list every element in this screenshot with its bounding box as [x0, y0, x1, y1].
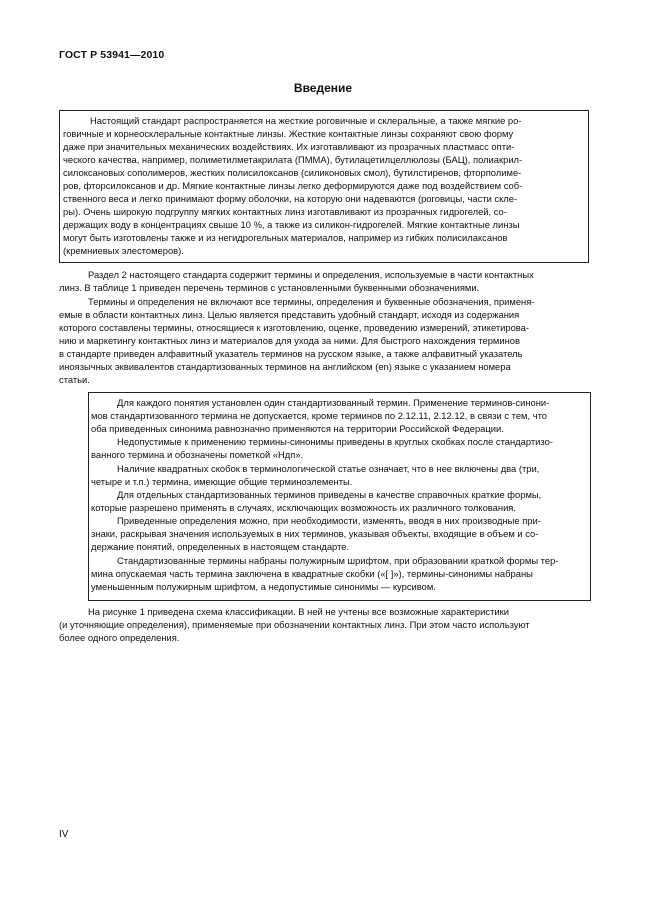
body-line: Раздел 2 настоящего стандарта содержит термины и определения, используемые в части контактных: [88, 269, 534, 280]
body-line: (и уточняющие определения), применяемые при обозначении контактных линз. При этом часто используют: [59, 619, 530, 630]
body-line: линз. В таблице 1 приведен перечень терминов с установленными буквенными обозначениями.: [59, 282, 480, 293]
box1-line: ческого качества, например, полиметилметакрилата (ПММА), бутилацетилцеллюлозы (БАЦ), полиакрил-: [63, 154, 523, 165]
box1-line: говичные и корнеосклеральные контактные линзы. Жесткие контактные линзы сохраняют свою форму: [63, 128, 514, 139]
page-number: IV: [59, 829, 69, 840]
box2-line: которые разрешено применять в случаях, исключающих возможность их различного толкования.: [91, 502, 516, 513]
box1-line: силоксановых сополимеров, жестких полисилоксанов (силиконовых смол), бутилстиренов, фторполиме-: [63, 167, 522, 178]
box1-line: ров, фторсилоксанов и др. Мягкие контактные линзы легко деформируются даже под воздействием соб-: [63, 180, 523, 191]
body-line: которого составлены термины, относящиеся к изготовлению, оценке, проведению измерений, этикетирова-: [59, 322, 530, 333]
body-line: иноязычных эквивалентов стандартизованных терминов на английском (en) языке с указанием номера: [59, 361, 511, 372]
body-line: емые в области контактных линз. Целью является представить удобный стандарт, исходя из содержания: [59, 309, 520, 320]
box2-line: мов стандартизованного термина не допускается, кроме терминов по 2.12.11, 2.12.12, в связи с тем, что: [91, 410, 547, 421]
body-line: На рисунке 1 приведена схема классификации. В ней не учтены все возможные характеристики: [88, 606, 509, 617]
body-line: нию и маркетингу контактных линз и материалов для ухода за ними. Для быстрого нахождения терминов: [59, 335, 520, 346]
box2-line: Недопустимые к применению термины-синонимы приведены в круглых скобках после стандартизо-: [117, 436, 553, 447]
box2-line: Для каждого понятия установлен один стандартизованный термин. Применение терминов-синони-: [117, 397, 550, 408]
body-line: в стандарте приведен алфавитный указатель терминов на русском языке, а также алфавитный указатель: [59, 348, 523, 359]
box1-line: держащих воду в концентрациях свыше 10 %, а также из силикон-гидрогелей. Мягкие контактные линзы: [63, 219, 520, 230]
body-line: более одного определения.: [59, 632, 180, 643]
box1-line: (кремниевых элестомеров).: [63, 245, 184, 256]
body-line: Термины и определения не включают все термины, определения и буквенные обозначения, применя-: [88, 296, 535, 307]
box2-line: уменьшенным полужирным шрифтом, а недопустимые синонимы — курсивом.: [91, 581, 436, 592]
box1-line: ственного веса и легко принимают форму оболочки, на которую они надеваются (роговицы, части скле-: [63, 193, 518, 204]
box2-line: знаки, раскрывая значения используемых в них терминов, указывая объекты, входящие в объем и со-: [91, 528, 539, 539]
box1-line: Настоящий стандарт распространяется на жесткие роговичные и склеральные, а также мягкие ро-: [90, 115, 522, 126]
box1-line: могут быть изготовлены также и из негидрогельных материалов, например из гибких полисилаксанов: [63, 232, 508, 243]
box2-line: Приведенные определения можно, при необходимости, изменять, вводя в них производные при-: [117, 515, 541, 526]
box2-line: держание понятий, определенных в настоящем стандарте.: [91, 541, 350, 552]
box1-line: даже при значительных механических воздействиях. Их изготавливают из прозрачных пластмасс опти-: [63, 141, 515, 152]
box2-line: оба приведенных синонима равнозначно применяются на территории Российской Федерации.: [91, 423, 504, 434]
box2-line: мина опускаемая часть термина заключена в квадратные скобки («[ ]»), термины-синонимы набраны: [91, 568, 533, 579]
box2-line: Наличие квадратных скобок в терминологической статье означает, что в нее включены два (три,: [117, 463, 540, 474]
box2-line: четыре и т.п.) термина, имеющие общие терминоэлементы.: [91, 476, 353, 487]
box2-line: ванного термина и обозначены пометкой «Ндп».: [91, 449, 304, 460]
box1-line: ры). Очень широкую подгруппу мягких контактных линз изготавливают из прозрачных гидрогелей, со-: [63, 206, 507, 217]
body-line: статьи.: [59, 374, 90, 385]
document-header: ГОСТ Р 53941—2010: [59, 49, 165, 61]
box2-line: Стандартизованные термины набраны полужирным шрифтом, при образовании краткой формы тер-: [117, 555, 559, 566]
page-title: Введение: [293, 81, 353, 95]
box2-line: Для отдельных стандартизованных терминов приведены в качестве справочных краткие формы,: [117, 489, 542, 500]
